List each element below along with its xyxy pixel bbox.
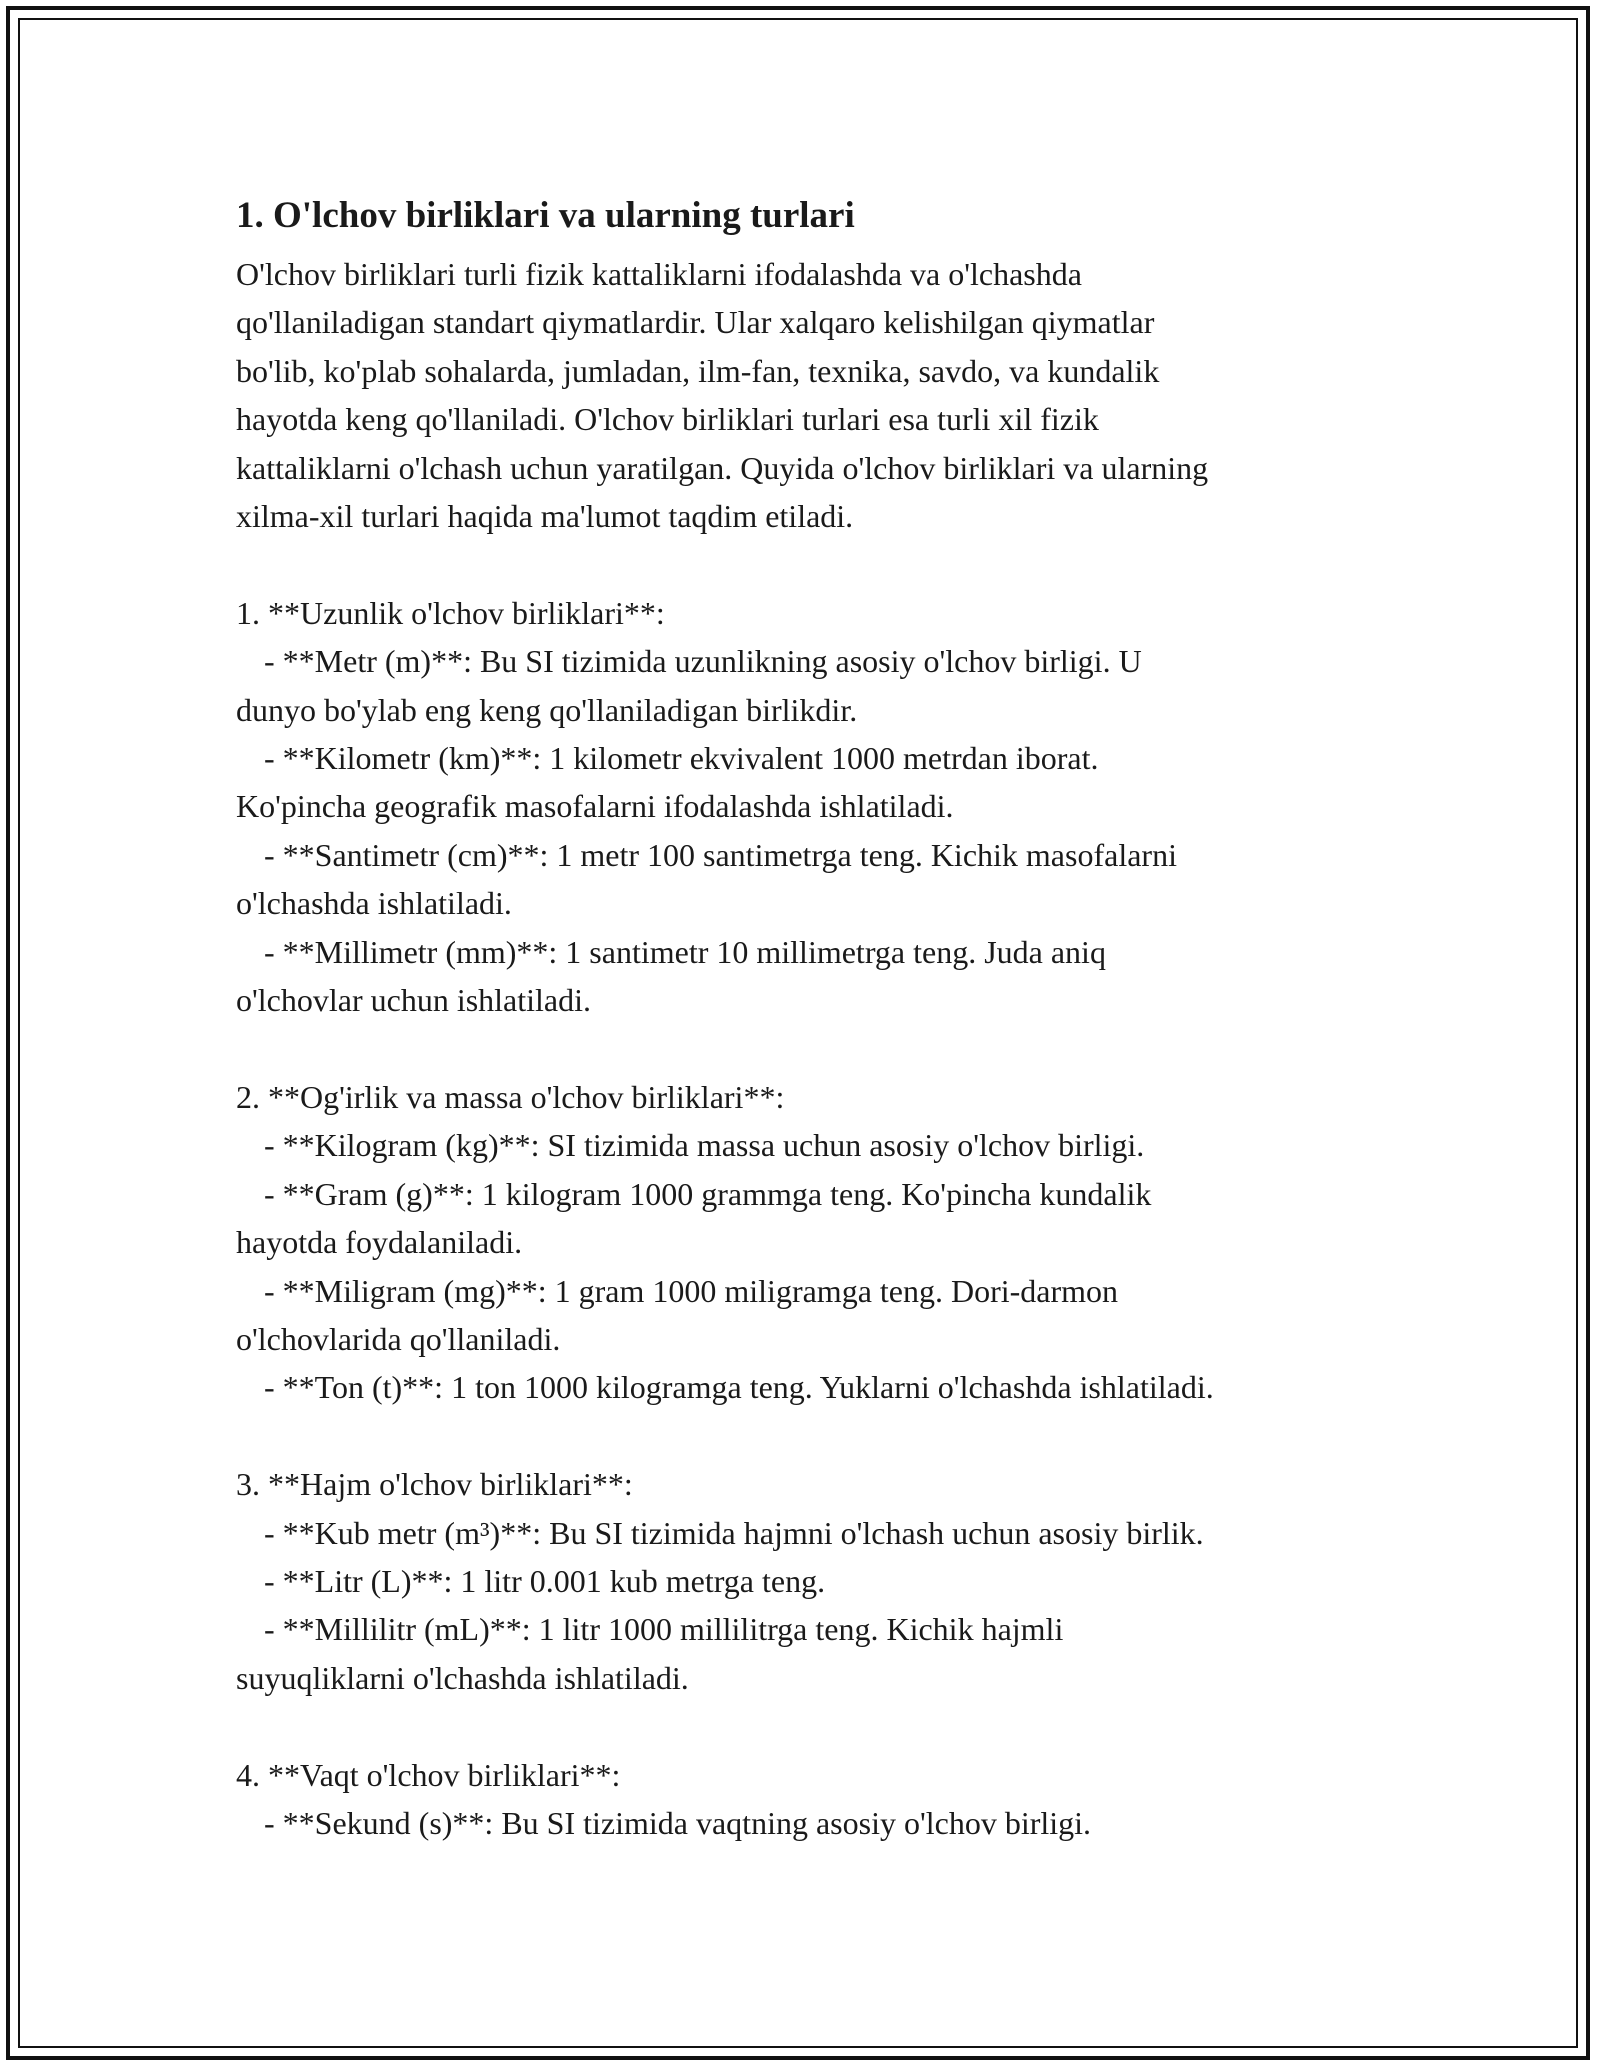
section-2 — [236, 1073, 1366, 1412]
section-1 — [236, 589, 1366, 1025]
intro-line: bo'lib, ko'plab sohalarda, jumladan, ilm-fan, texnika, savdo, va kundalik — [236, 352, 1160, 389]
list-item-continuation: hayotda foydalaniladi. — [236, 1224, 523, 1261]
list-item: - **Miligram (mg)**: 1 gram 1000 miligramga teng. Dori-darmon — [264, 1272, 1119, 1309]
section-4 — [236, 1751, 1366, 1848]
intro-line: qo'llaniladigan standart qiymatlardir. Ular xalqaro kelishilgan qiymatlar — [236, 304, 1155, 341]
list-item: - **Kilogram (kg)**: SI tizimida massa uchun asosiy o'lchov birligi. — [264, 1127, 1145, 1164]
list-item: - **Gram (g)**: 1 kilogram 1000 grammga teng. Ko'pincha kundalik — [264, 1175, 1152, 1212]
list-item-continuation: Ko'pincha geografik masofalarni ifodalashda ishlatiladi. — [236, 788, 954, 825]
list-item-continuation: suyuqliklarni o'lchashda ishlatiladi. — [236, 1659, 689, 1696]
document-title: 1. O'lchov birliklari va ularning turlari — [236, 195, 855, 236]
list-item: - **Kilometr (km)**: 1 kilometr ekvivalent 1000 metrdan iborat. — [264, 740, 1099, 777]
list-item: - **Litr (L)**: 1 litr 0.001 kub metrga teng. — [264, 1562, 826, 1599]
section-3 — [236, 1460, 1366, 1702]
section-heading: 2. **Og'irlik va massa o'lchov birliklari**: — [236, 1078, 785, 1115]
list-item: - **Kub metr (m³)**: Bu SI tizimida hajmni o'lchash uchun asosiy birlik. — [264, 1514, 1204, 1551]
list-item-continuation: o'lchashda ishlatiladi. — [236, 885, 512, 922]
document-body — [236, 186, 1366, 1847]
list-item: - **Millilitr (mL)**: 1 litr 1000 millilitrga teng. Kichik hajmli — [264, 1611, 1064, 1648]
list-item-continuation: dunyo bo'ylab eng keng qo'llaniladigan birlikdir. — [236, 691, 858, 728]
list-item: - **Ton (t)**: 1 ton 1000 kilogramga teng. Yuklarni o'lchashda ishlatiladi. — [264, 1369, 1214, 1406]
intro-line: hayotda keng qo'llaniladi. O'lchov birliklari turlari esa turli xil fizik — [236, 401, 1099, 438]
list-item-continuation: o'lchovlar uchun ishlatiladi. — [236, 982, 592, 1019]
list-item-continuation: o'lchovlarida qo'llaniladi. — [236, 1320, 561, 1357]
intro-line: O'lchov birliklari turli fizik kattaliklarni ifodalashda va o'lchashda — [236, 256, 1082, 292]
list-item: - **Millimetr (mm)**: 1 santimetr 10 millimetrga teng. Juda aniq — [264, 933, 1106, 970]
intro-line: kattaliklarni o'lchash uchun yaratilgan. Quyida o'lchov birliklari va ularning — [236, 449, 1209, 486]
intro-line: xilma-xil turlari haqida ma'lumot taqdim etiladi. — [236, 498, 854, 535]
section-heading: 1. **Uzunlik o'lchov birliklari**: — [236, 594, 665, 631]
sections-container — [236, 589, 1366, 1848]
list-item: - **Metr (m)**: Bu SI tizimida uzunlikning asosiy o'lchov birligi. U — [264, 643, 1142, 680]
list-item: - **Sekund (s)**: Bu SI tizimida vaqtning asosiy o'lchov birligi. — [264, 1804, 1092, 1841]
intro-paragraph — [236, 250, 1366, 540]
list-item: - **Santimetr (cm)**: 1 metr 100 santimetrga teng. Kichik masofalarni — [264, 836, 1177, 873]
section-heading: 4. **Vaqt o'lchov birliklari**: — [236, 1756, 621, 1793]
section-heading: 3. **Hajm o'lchov birliklari**: — [236, 1466, 633, 1503]
